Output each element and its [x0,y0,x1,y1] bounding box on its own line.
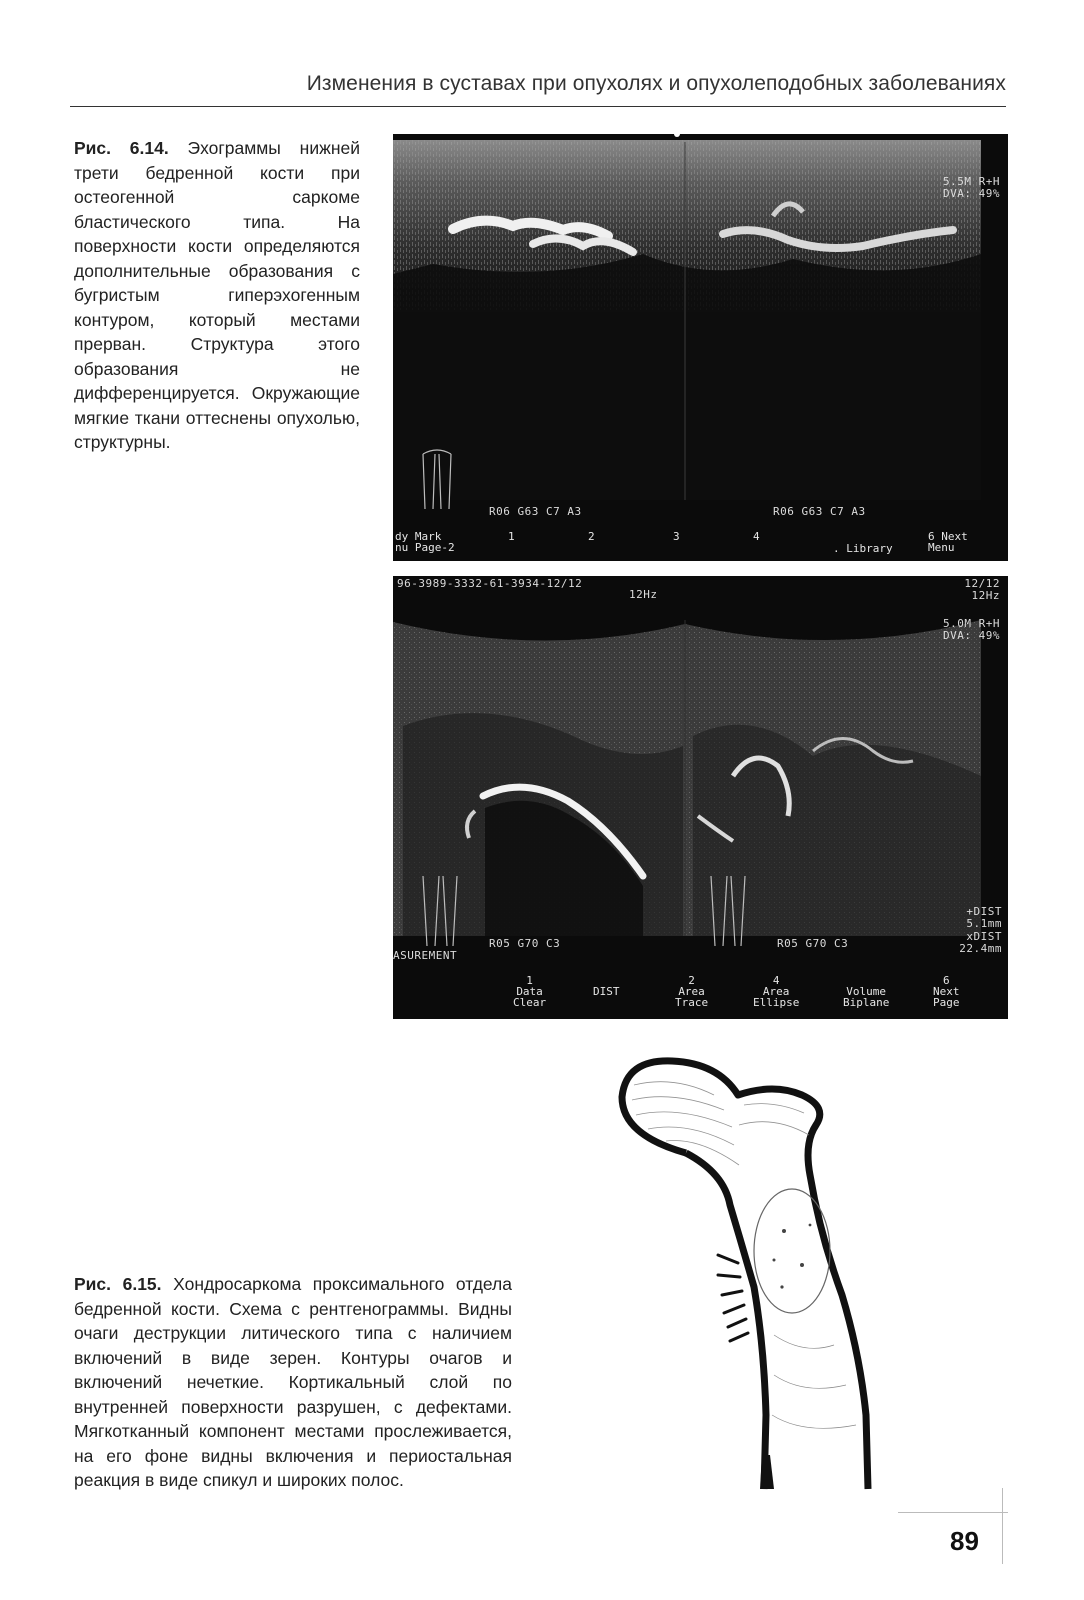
figure-6-15-caption [74,1272,512,1493]
softkey-library[interactable]: . Library [833,542,893,555]
header-rule [70,106,1006,107]
distance-1-readout: +DIST 5.1mm [966,905,1002,930]
ultrasound-image-top [393,134,1008,561]
gain-code-right: R06 G63 C7 A3 [773,505,866,518]
frequency-readout: 5.0M R+H DVA: 49% [943,617,1000,642]
figure-6-14-text: Эхограммы нижней трети бедренной кости при остеогенной саркоме бластического типа. На поверхности кости определяются дополнительные образования с бугристым гиперэхогенным контуром, который местами прерван. Структура этого образования не дифференцируется. Окружающие мягкие ткани оттеснены опухолью, структурны. [74,138,360,452]
running-header: Изменения в суставах при опухолях и опухолеподобных заболеваниях [306,72,1006,95]
frame-rate-left: 12Hz [629,588,658,601]
softkey-volume-biplane[interactable]: Volume Biplane [843,985,890,1009]
femur-outer-contour [622,1061,868,1489]
periosteal-spicules [718,1255,748,1341]
frequency-readout: 5.5M R+H DVA: 49% [943,175,1000,200]
figure-6-14-caption [74,136,360,455]
softkey-2[interactable]: 2 [588,530,595,543]
femur-inner-contour [686,1153,766,1489]
softkey-1[interactable]: 1 [508,530,515,543]
gain-code-left: R05 G70 C3 [489,937,561,950]
softkey-area-ellipse[interactable]: 4 Area Ellipse [753,974,800,1009]
softkey-menu-top [393,527,1008,561]
figure-6-15-label: Рис. 6.15. [74,1274,162,1294]
crop-mark [898,1512,1008,1513]
ultrasound-image-top-graphic [393,134,1008,561]
softkey-next-menu[interactable]: 6 Next Menu [928,530,968,554]
ultrasound-image-bottom-graphic [393,576,1008,1019]
lesion-focus [754,1189,830,1313]
crop-mark [1002,1488,1003,1564]
softkey-menu-bottom [393,973,1008,1019]
frame-rate-right: 12/12 12Hz [964,577,1000,602]
figure-6-15-text: Хондросаркома проксимального отдела бедренной кости. Схема с рентгенограммы. Видны очаги деструкции литического типа с наличием включений в виде зерен. Контуры очагов и включений нечеткие. Кортикальный слой по внутренней поверхности разрушен, с дефектами. Мягкотканный компонент местами прослеживается, на его фоне видны включения и периостальная реакция в виде спикул и широких полос. [74,1274,512,1490]
page-number: 89 [950,1526,979,1556]
measurement-mode-label: ASUREMENT [393,949,458,962]
femur-diagram [614,1055,934,1495]
softkey-data-clear[interactable]: 1 Data Clear [513,974,547,1009]
gain-code-right: R05 G70 C3 [777,937,849,950]
scan-id-readout: 96-3989-3332-61-3934-12/12 [397,577,583,590]
softkey-4[interactable]: 4 [753,530,760,543]
softkey-area-trace[interactable]: 2 Area Trace [675,974,709,1009]
figure-6-14-label: Рис. 6.14. [74,138,169,158]
ultrasound-image-bottom [393,576,1008,1019]
gain-code-left: R06 G63 C7 A3 [489,505,582,518]
softkey-3[interactable]: 3 [673,530,680,543]
distance-2-readout: xDIST 22.4mm [959,930,1002,955]
softkey-mark[interactable]: dy Mark nu Page-2 [395,530,455,554]
softkey-dist[interactable]: DIST [593,985,620,998]
softkey-next-page[interactable]: 6 Next Page [933,974,960,1009]
